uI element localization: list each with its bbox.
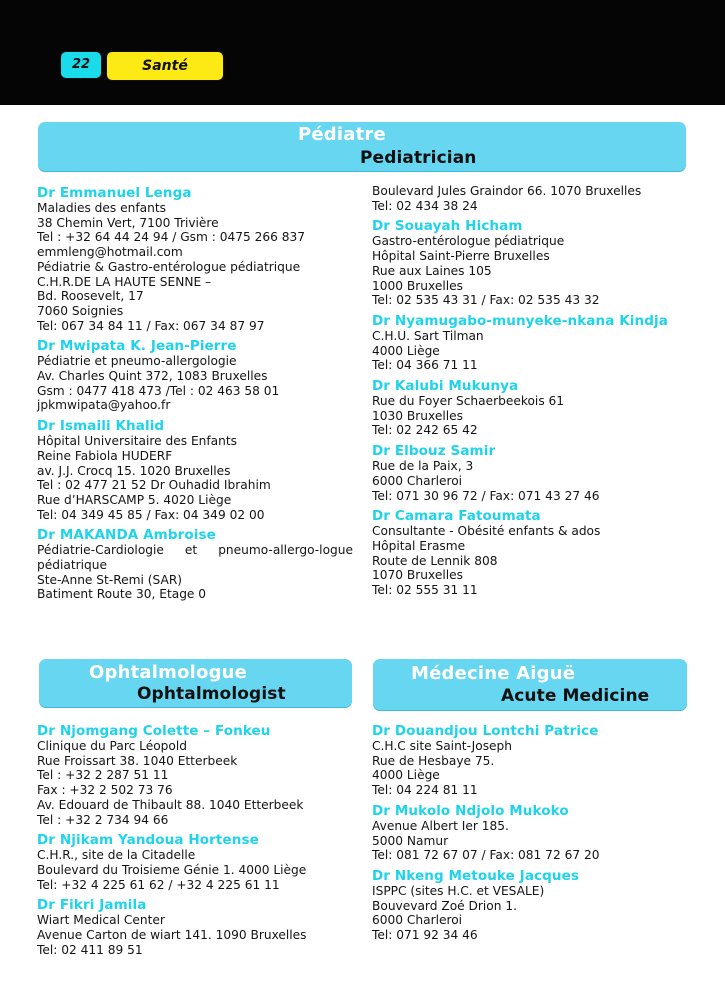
- doctor-detail-line: C.H.R., site de la Citadelle: [37, 848, 196, 863]
- doctor-entry: [372, 218, 692, 308]
- doctor-detail-line: Rue du Foyer Schaerbeekois 61: [372, 394, 565, 409]
- doctor-detail-line: Wiart Medical Center: [37, 913, 165, 928]
- doctor-detail-line: Pédiatrie et pneumo-allergologie: [37, 354, 237, 369]
- doctor-name: Dr Fikri Jamila: [37, 897, 147, 914]
- doctor-detail-line: C.H.U. Sart Tilman: [372, 328, 484, 343]
- doctor-detail-line: Clinique du Parc Léopold: [37, 739, 187, 753]
- doctor-detail-line: Boulevard Jules Graindor 66. 1070 Bruxelles: [372, 184, 642, 198]
- doctor-entry: [372, 508, 692, 598]
- doctor-name: Dr Mukolo Ndjolo Mukoko: [372, 802, 569, 819]
- doctor-detail-line: Rue d’HARSCAMP 5. 4020 Liège: [37, 492, 232, 507]
- doctor-entry: [37, 338, 353, 413]
- doctor-detail-line: Rue Froissart 38. 1040 Etterbeek: [37, 753, 238, 768]
- doctor-detail-line: Tel : +32 2 734 94 66: [37, 812, 169, 827]
- doctor-detail-line: Boulevard du Troisieme Génie 1. 4000 Liège: [37, 862, 307, 877]
- doctor-detail-line: 4000 Liège: [372, 768, 440, 783]
- doctor-detail-line: Tel: 081 72 67 07 / Fax: 081 72 67 20: [372, 848, 600, 863]
- doctor-name: Dr Ismaili Khalid: [37, 418, 165, 435]
- medecine-banner: [373, 659, 687, 710]
- doctor-detail-line: Avenue Albert Ier 185.: [372, 818, 509, 833]
- doctor-detail-line: ISPPC (sites H.C. et VESALE): [372, 883, 545, 898]
- doctor-detail-line: 1030 Bruxelles: [372, 408, 463, 423]
- doctor-detail-line: Hôpital Erasme: [372, 538, 466, 553]
- doctor-detail-line: Rue de la Paix, 3: [372, 459, 474, 474]
- doctor-detail-line: Tel: 04 224 81 11: [372, 783, 478, 798]
- doctor-detail-line: Av. Edouard de Thibault 88. 1040 Etterbeek: [37, 797, 304, 812]
- doctor-entry: [37, 185, 353, 333]
- doctor-detail-line: Tel: 02 434 38 24: [372, 198, 478, 213]
- doctor-name: Dr Nkeng Metouke Jacques: [372, 867, 580, 884]
- doctor-detail-line: Maladies des enfants: [37, 201, 166, 215]
- doctor-entry: [37, 897, 353, 957]
- doctor-detail-line: Consultante - Obésité enfants & ados: [372, 524, 601, 539]
- doctor-detail-line: Fax : +32 2 502 73 76: [37, 783, 173, 798]
- doctor-detail-line: Tel : +32 2 287 51 11: [37, 768, 169, 783]
- doctor-detail-line: Ste-Anne St-Remi (SAR): [37, 572, 183, 587]
- doctor-detail-line: 4000 Liège: [372, 343, 440, 358]
- doctor-detail-line: Tel: 02 535 43 31 / Fax: 02 535 43 32: [372, 293, 600, 308]
- doctor-detail-line: av. J.J. Crocq 15. 1020 Bruxelles: [37, 463, 231, 478]
- doctor-name: Dr Emmanuel Lenga: [37, 185, 192, 201]
- doctor-detail-line: Hôpital Saint-Pierre Bruxelles: [372, 249, 550, 264]
- doctor-name: Dr Nyamugabo-munyeke-nkana Kindja: [372, 312, 668, 329]
- banner-title-en: Ophtalmologist: [137, 684, 286, 704]
- medecine-column: [372, 723, 692, 948]
- doctor-detail-line: Av. Charles Quint 372, 1083 Bruxelles: [37, 369, 268, 384]
- doctor-detail-line: Pédiatrie-Cardiologie et pneumo-allergo-logue pédiatrique: [37, 543, 353, 573]
- doctor-detail-line: Tel : +32 64 44 24 94 / Gsm : 0475 266 837: [37, 230, 306, 245]
- doctor-detail-line: Tel : 02 477 21 52 Dr Ouhadid Ibrahim: [37, 478, 271, 493]
- doctor-entry: [37, 832, 353, 892]
- doctor-entry: [372, 313, 692, 373]
- doctor-detail-line: 6000 Charleroi: [372, 473, 463, 488]
- doctor-detail-line: 6000 Charleroi: [372, 913, 463, 928]
- doctor-detail-line: 5000 Namur: [372, 833, 449, 848]
- doctor-detail-line: Tel: 071 92 34 46: [372, 928, 478, 943]
- doctor-detail-line: Tel: 04 349 45 85 / Fax: 04 349 02 00: [37, 507, 265, 522]
- doctor-name: Dr Elbouz Samir: [372, 443, 496, 460]
- ophtalmologue-banner: [39, 659, 352, 707]
- doctor-entry: [372, 868, 692, 943]
- banner-title-en: Pediatrician: [360, 148, 477, 168]
- doctor-detail-line: Reine Fabiola HUDERF: [37, 448, 173, 463]
- doctor-detail-line: Tel: 067 34 84 11 / Fax: 067 34 87 97: [37, 318, 265, 333]
- doctor-detail-line: jpkmwipata@yahoo.fr: [37, 398, 171, 413]
- doctor-detail-line: Avenue Carton de wiart 141. 1090 Bruxelles: [37, 928, 307, 943]
- doctor-detail-line: emmleng@hotmail.com: [37, 245, 183, 260]
- doctor-detail-line: Pédiatrie & Gastro-entérologue pédiatrique: [37, 259, 301, 274]
- banner-title-fr: Ophtalmologue: [89, 662, 248, 683]
- doctor-detail-line: Rue aux Laines 105: [372, 263, 492, 278]
- doctor-name: Dr Mwipata K. Jean-Pierre: [37, 338, 237, 355]
- doctor-detail-line: Tel: 02 242 65 42: [372, 423, 478, 438]
- page-number: 22: [60, 51, 102, 79]
- doctor-name: Dr Souayah Hicham: [372, 218, 523, 235]
- doctor-entry: [37, 723, 353, 827]
- doctor-entry: [372, 803, 692, 863]
- doctor-entry: [372, 184, 692, 213]
- doctor-name: Dr Camara Fatoumata: [372, 508, 541, 525]
- doctor-name: Dr MAKANDA Ambroise: [37, 527, 216, 544]
- doctor-detail-line: Hôpital Universitaire des Enfants: [37, 434, 237, 449]
- doctor-name: Dr Njikam Yandoua Hortense: [37, 832, 259, 849]
- doctor-detail-line: Bd. Roosevelt, 17: [37, 289, 144, 304]
- doctor-entry: [372, 723, 692, 798]
- doctor-detail-line: 7060 Soignies: [37, 303, 124, 318]
- doctor-entry: [37, 527, 353, 602]
- doctor-name: Dr Douandjou Lontchi Patrice: [372, 723, 599, 739]
- doctor-detail-line: Route de Lennik 808: [372, 553, 498, 568]
- banner-title-fr: Pédiatre: [298, 124, 386, 145]
- banner-title-en: Acute Medicine: [501, 686, 650, 706]
- doctor-detail-line: Tel: 071 30 96 72 / Fax: 071 43 27 46: [372, 488, 600, 503]
- doctor-entry: [372, 378, 692, 438]
- doctor-detail-line: Gastro-entérologue pédiatrique: [372, 234, 565, 249]
- pediatre-banner: [38, 122, 686, 171]
- doctor-detail-line: 38 Chemin Vert, 7100 Trivière: [37, 215, 219, 230]
- doctor-detail-line: 1070 Bruxelles: [372, 568, 463, 583]
- doctor-detail-line: Tel: 02 411 89 51: [37, 942, 143, 957]
- doctor-entry: [372, 443, 692, 503]
- doctor-detail-line: Rue de Hesbaye 75.: [372, 753, 495, 768]
- header-bar: [0, 0, 725, 105]
- doctor-detail-line: Gsm : 0477 418 473 /Tel : 02 463 58 01: [37, 383, 280, 398]
- doctor-detail-line: C.H.R.DE LA HAUTE SENNE –: [37, 274, 212, 289]
- ophtalmologue-column: [37, 723, 353, 962]
- doctor-name: Dr Njomgang Colette – Fonkeu: [37, 723, 271, 739]
- pediatre-left-column: [37, 185, 353, 607]
- doctor-name: Dr Kalubi Mukunya: [372, 378, 519, 395]
- section-tag: Santé: [106, 51, 224, 81]
- doctor-detail-line: Tel: 04 366 71 11: [372, 358, 478, 373]
- doctor-detail-line: Bouvevard Zoé Drion 1.: [372, 898, 517, 913]
- doctor-detail-line: Tel: +32 4 225 61 62 / +32 4 225 61 11: [37, 877, 280, 892]
- doctor-detail-line: C.H.C site Saint-Joseph: [372, 739, 513, 753]
- banner-title-fr: Médecine Aiguë: [411, 663, 576, 684]
- doctor-detail-line: 1000 Bruxelles: [372, 278, 463, 293]
- doctor-entry: [37, 418, 353, 522]
- doctor-detail-line: Tel: 02 555 31 11: [372, 583, 478, 598]
- pediatre-right-column: [372, 184, 692, 603]
- doctor-detail-line: Batiment Route 30, Etage 0: [37, 587, 207, 602]
